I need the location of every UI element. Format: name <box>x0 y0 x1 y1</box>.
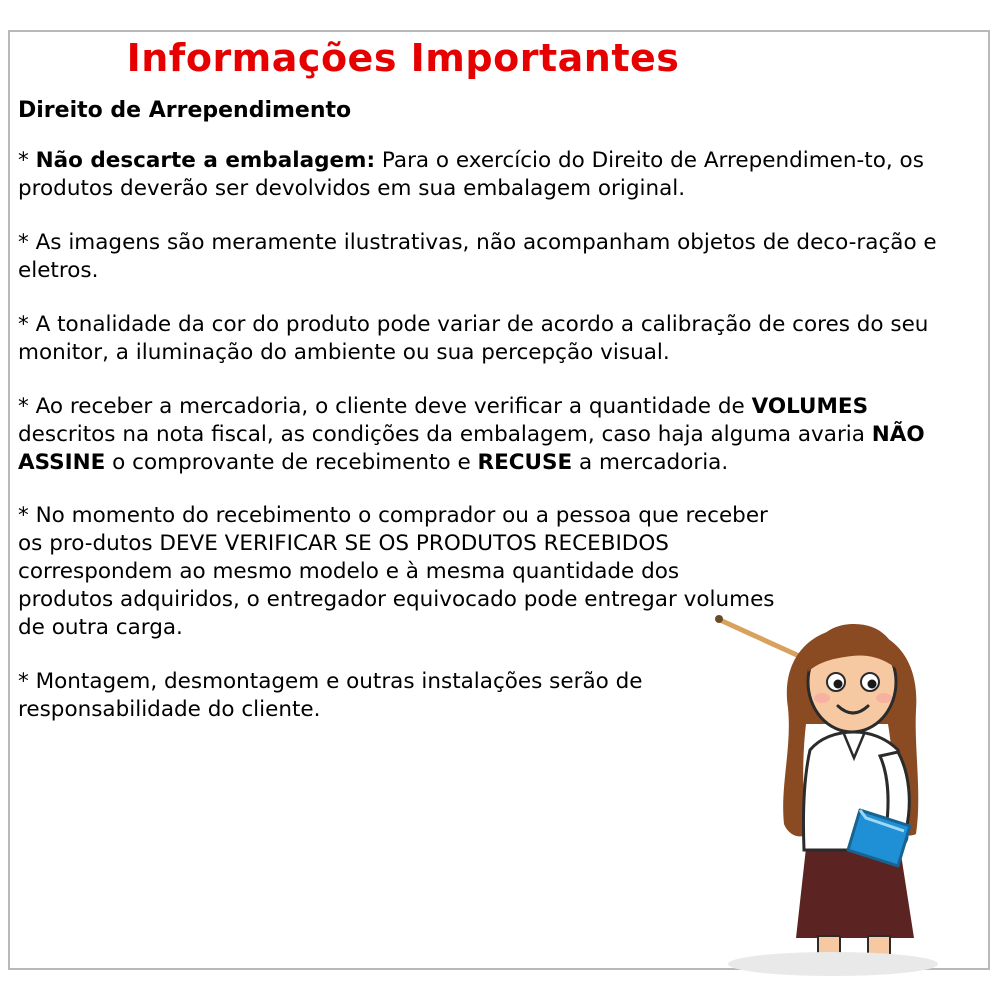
paragraph-text: Para o exercício do Direito de Arrependimen-to, os produtos deverão ser devolvidos em sua embalagem original. <box>18 148 924 201</box>
segment-text: a mercadoria. <box>572 449 729 475</box>
section-subtitle: Direito de Arrependimento <box>18 98 352 123</box>
teacher-pointing-illustration <box>710 598 980 978</box>
segment-text: * Ao receber a mercadoria, o cliente deve verificar a quantidade de <box>18 393 752 419</box>
segment-nao-assine: NÃO ASSINE <box>18 421 925 475</box>
paragraph-recebimento-volumes <box>18 393 948 477</box>
paragraph-conferencia-produtos: * No momento do recebimento o comprador ou a pessoa que receber os pro-dutos DEVE VERIFICAR SE OS PRODUTOS RECEBIDOS correspondem ao mesmo modelo e à mesma quantidade dos produtos adquiridos, o entregador equivocado pode entregar volumes de outra carga. <box>18 503 775 641</box>
teacher-figure-svg <box>710 598 980 978</box>
paragraph-bold-lead: Não descarte a embalagem: <box>35 148 376 173</box>
paragraph-montagem: * Montagem, desmontagem e outras instalações serão de responsabilidade do cliente. <box>18 669 643 723</box>
page-title: Informações Importantes <box>126 36 680 80</box>
paragraph-nao-descarte-embalagem <box>18 147 948 203</box>
figure-shadow <box>728 952 938 976</box>
paragraph-imagens-ilustrativas: * As imagens são meramente ilustrativas, não acompanham objetos de deco-ração e eletros. <box>18 229 937 283</box>
paragraph-tonalidade-cor: * A tonalidade da cor do produto pode variar de acordo a calibração de cores do seu monitor, a iluminação do ambiente ou sua percepção visual. <box>18 311 929 365</box>
segment-text: descritos na nota fiscal, as condições da embalagem, caso haja alguma avaria <box>18 421 872 447</box>
segment-recuse: RECUSE <box>477 449 573 475</box>
segment-text: o comprovante de recebimento e <box>105 449 478 475</box>
segment-volumes: VOLUMES <box>751 393 869 419</box>
paragraph-bullet-prefix: * <box>18 148 36 173</box>
